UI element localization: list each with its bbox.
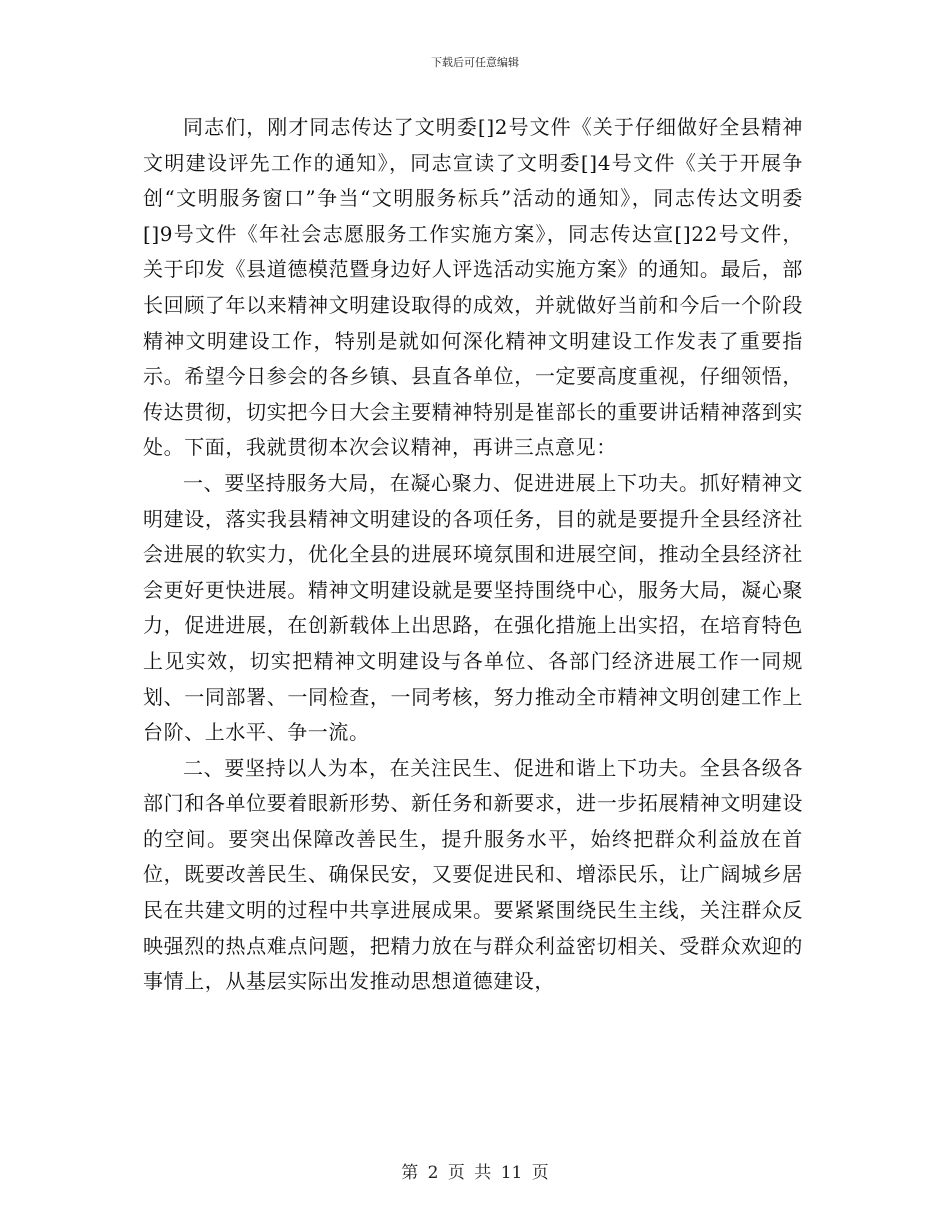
page-number-footer: 第 2 页 共 11 页 [401, 1163, 549, 1183]
paragraph-point-one: 一、要坚持服务大局，在凝心聚力、促进进展上下功夫。抓好精神文明建设，落实我县精神文明建设的各项任务，目的就是要提升全县经济社会进展的软实力，优化全县的进展环境氛围和进展空间，推动全县经济社会更好更快进展。精神文明建设就是要坚持围绕中心，服务大局，凝心聚力，促进进展，在创新载体上出思路，在强化措施上出实招，在培育特色上见实效，切实把精神文明建设与各单位、各部门经济进展工作一同规划、一同部署、一同检查，一同考核，努力推动全市精神文明创建工作上台阶、上水平、争一流。 [143, 470, 803, 745]
document-body [143, 110, 803, 1000]
page-header-note: 下载后可任意编辑 [431, 56, 519, 69]
paragraph-point-two: 二、要坚持以人为本，在关注民生、促进和谐上下功夫。全县各级各部门和各单位要着眼新形势、新任务和新要求，进一步拓展精神文明建设的空间。要突出保障改善民生，提升服务水平，始终把群众利益放在首位，既要改善民生、确保民安，又要促进民和、增添民乐，让广阔城乡居民在共建文明的过程中共享进展成果。要紧紧围绕民生主线，关注群众反映强烈的热点难点问题，把精力放在与群众利益密切相关、受群众欢迎的事情上，从基层实际出发推动思想道德建设， [143, 755, 803, 994]
paragraph-intro: 同志们，刚才同志传达了文明委[]2号文件《关于仔细做好全县精神文明建设评先工作的通知》，同志宣读了文明委[]4号文件《关于开展争创“文明服务窗口”争当“文明服务标兵”活动的通知》，同志传达文明委[]9号文件《年社会志愿服务工作实施方案》，同志传达宣[]22号文件，关于印发《县道德模范暨身边好人评选活动实施方案》的通知。最后，部长回顾了年以来精神文明建设取得的成效，并就做好当前和今后一个阶段精神文明建设工作，特别是就如何深化精神文明建设工作发表了重要指示。希望今日参会的各乡镇、县直各单位，一定要高度重视，仔细领悟，传达贯彻，切实把今日大会主要精神特别是崔部长的重要讲话精神落到实处。下面，我就贯彻本次会议精神，再讲三点意见： [143, 115, 803, 460]
